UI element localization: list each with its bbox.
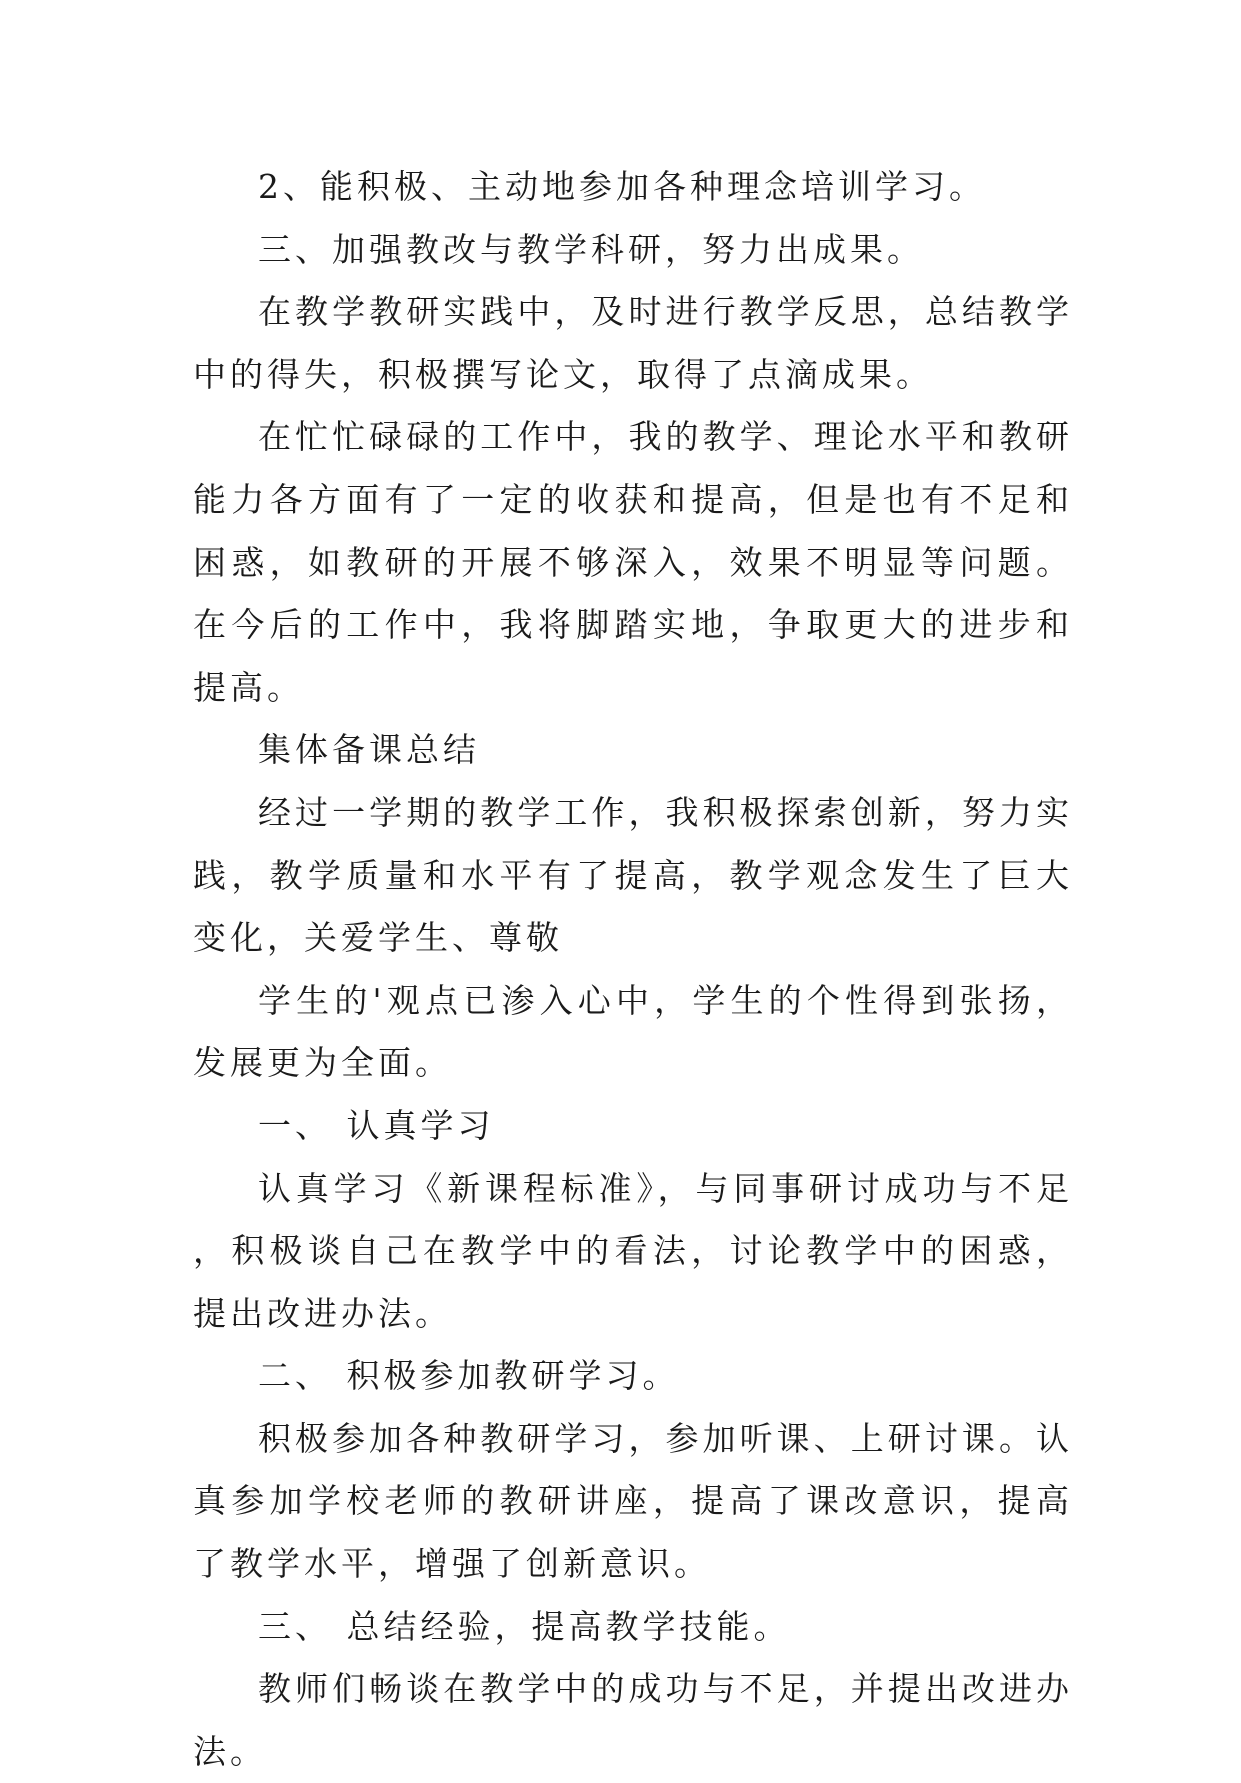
paragraph: 认真学习《新课程标准》，与同事研讨成功与不足，积极谈自己在教学中的看法，讨论教学中的困惑，提出改进办法。 [193,1168,1073,1333]
section-heading: 二、 积极参加教研学习。 [258,1356,680,1396]
section-heading: 一、 认真学习 [258,1105,495,1145]
paragraph: 在忙忙碌碌的工作中，我的教学、理论水平和教研能力各方面有了一定的收获和提高，但是也有不足和困惑，如教研的开展不够深入，效果不明显等问题。在今后的工作中，我将脚踏实地，争取更大的进步和提高。 [193,417,1073,707]
document-title: 集体备课总结 [258,730,480,770]
document-body [193,156,1073,1783]
section-heading: 三、 总结经验，提高教学技能。 [258,1606,791,1646]
paragraph: 教师们畅谈在教学中的成功与不足，并提出改进办法。 [193,1669,1073,1771]
paragraph: 积极参加各种教研学习，参加听课、上研讨课。认真参加学校老师的教研讲座，提高了课改意识，提高了教学水平，增强了创新意识。 [193,1418,1073,1584]
paragraph: 2、能积极、主动地参加各种理念培训学习。 [258,167,986,206]
section-heading: 三、加强教改与教学科研，努力出成果。 [258,229,924,269]
paragraph: 在教学教研实践中，及时进行教学反思，总结教学中的得失，积极撰写论文，取得了点滴成果。 [193,292,1073,394]
paragraph: 经过一学期的教学工作，我积极探索创新，努力实践，教学质量和水平有了提高，教学观念发生了巨大变化，关爱学生、尊敬 [193,792,1073,958]
paragraph: 学生的'观点已渗入心中，学生的个性得到张扬，发展更为全面。 [193,980,1073,1083]
